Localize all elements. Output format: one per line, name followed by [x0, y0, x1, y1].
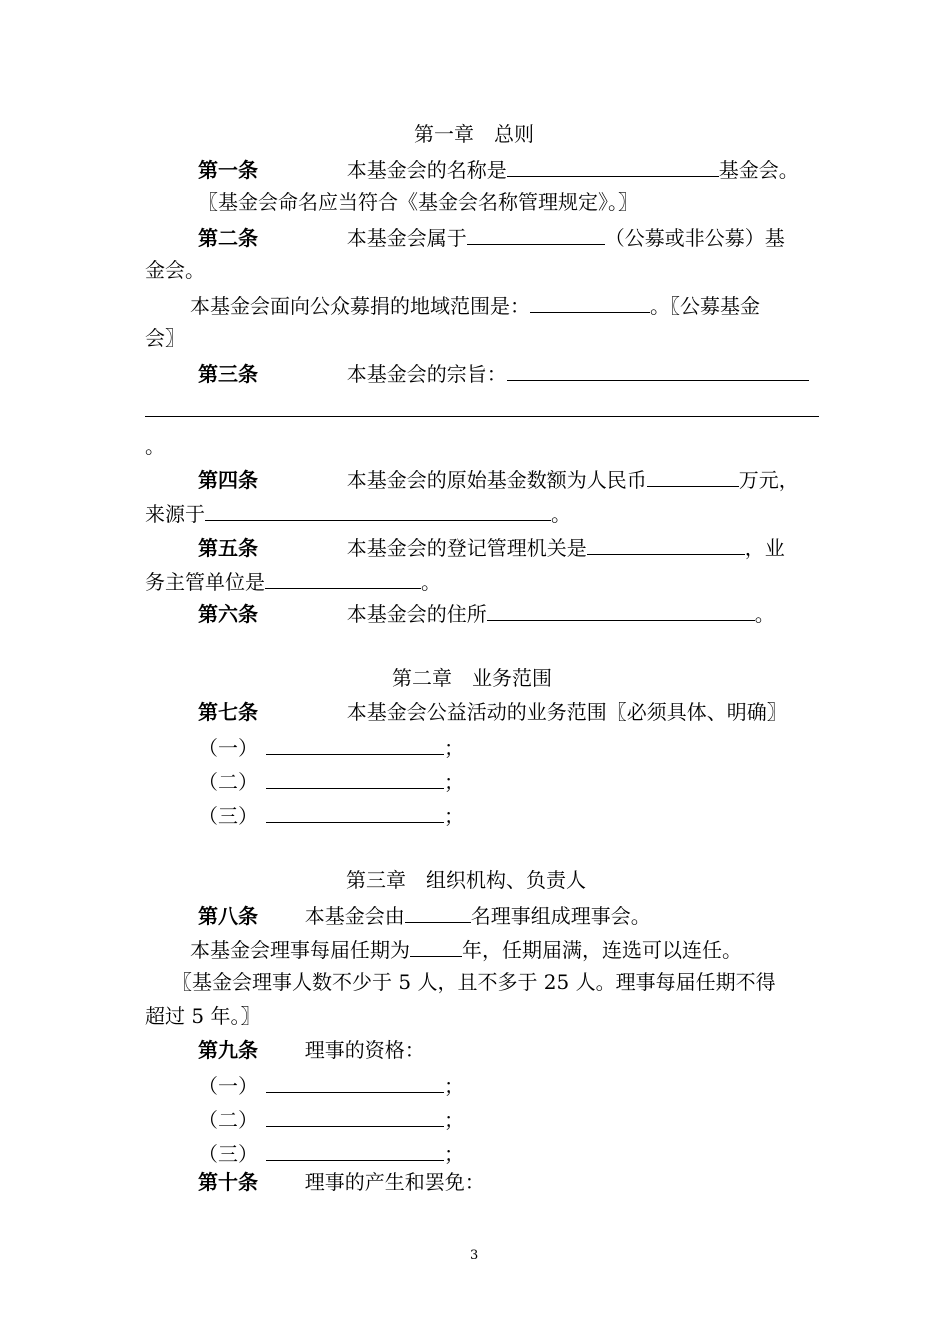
article-1-label: 第一条: [198, 158, 258, 182]
article-2-label: 第二条: [198, 226, 258, 250]
article-10-label: 第十条: [198, 1170, 258, 1194]
supervisor-blank[interactable]: [265, 566, 421, 589]
article-7-label: 第七条: [198, 700, 258, 724]
purpose-blank[interactable]: [507, 358, 809, 381]
directors-count-blank[interactable]: [405, 900, 471, 923]
article-3-label: 第三条: [198, 362, 258, 386]
article-3: 第三条 本基金会的宗旨：: [198, 358, 809, 388]
region-blank[interactable]: [530, 290, 650, 313]
registration-authority-blank[interactable]: [587, 532, 745, 555]
article-2-region-cont: 会〗: [145, 326, 185, 350]
article-8: 第八条 本基金会由 名理事组成理事会。: [198, 900, 651, 930]
scope-blank-2[interactable]: [266, 766, 444, 789]
article-9-label: 第九条: [198, 1038, 258, 1062]
article-1-note: 〖基金会命名应当符合《基金会名称管理规定》。〗: [198, 190, 638, 214]
article-8-label: 第八条: [198, 904, 258, 928]
list-item: （一） ；: [198, 1070, 464, 1100]
article-4: 第四条 本基金会的原始基金数额为人民币 万元，: [198, 464, 799, 494]
term-blank[interactable]: [410, 934, 462, 957]
article-6-label: 第六条: [198, 602, 258, 626]
qualification-blank-3[interactable]: [266, 1138, 444, 1161]
article-8-term: 本基金会理事每届任期为 年，任期届满，连选可以连任。: [190, 934, 742, 964]
chapter-2-title: 第二章 业务范围: [392, 666, 552, 690]
article-5-label: 第五条: [198, 536, 258, 560]
article-5: 第五条 本基金会的登记管理机关是 ，业: [198, 532, 785, 562]
amount-blank[interactable]: [647, 464, 739, 487]
article-8-note: 〖基金会理事人数不少于 5 人，且不多于 25 人。理事每届任期不得: [172, 970, 776, 994]
list-item: （二） ；: [198, 1104, 464, 1134]
purpose-blank-line-2[interactable]: [145, 416, 819, 417]
list-item: （一） ；: [198, 732, 464, 762]
article-9: 第九条 理事的资格：: [198, 1038, 425, 1062]
list-item: （三） ；: [198, 800, 464, 830]
article-2: 第二条 本基金会属于 （公募或非公募）基: [198, 222, 785, 252]
list-item: （三） ；: [198, 1138, 464, 1168]
page-number: 3: [470, 1248, 479, 1263]
article-1-text: 本基金会的名称是: [346, 158, 507, 182]
article-4-source: 来源于 。: [145, 498, 571, 528]
article-3-end: 。: [145, 434, 165, 458]
address-blank[interactable]: [487, 598, 755, 621]
article-2-region: 本基金会面向公众募捐的地域范围是： 。〖公募基金: [190, 290, 760, 320]
article-7: 第七条 本基金会公益活动的业务范围〖必须具体、明确〗: [198, 700, 787, 724]
article-1: 第一条 本基金会的名称是 基金会。: [198, 154, 799, 184]
qualification-blank-2[interactable]: [266, 1104, 444, 1127]
source-blank[interactable]: [205, 498, 551, 521]
list-item: （二） ；: [198, 766, 464, 796]
article-10: 第十条 理事的产生和罢免：: [198, 1170, 485, 1194]
article-4-label: 第四条: [198, 468, 258, 492]
name-blank[interactable]: [507, 154, 719, 177]
article-5-cont: 务主管单位是 。: [145, 566, 441, 596]
article-6: 第六条 本基金会的住所 。: [198, 598, 775, 628]
article-8-note-cont: 超过 5 年。〗: [145, 1004, 261, 1028]
article-2-cont: 金会。: [145, 258, 205, 282]
chapter-1-title: 第一章 总则: [414, 122, 534, 146]
type-blank[interactable]: [467, 222, 605, 245]
scope-blank-1[interactable]: [266, 732, 444, 755]
qualification-blank-1[interactable]: [266, 1070, 444, 1093]
scope-blank-3[interactable]: [266, 800, 444, 823]
chapter-3-title: 第三章 组织机构、负责人: [346, 868, 586, 892]
